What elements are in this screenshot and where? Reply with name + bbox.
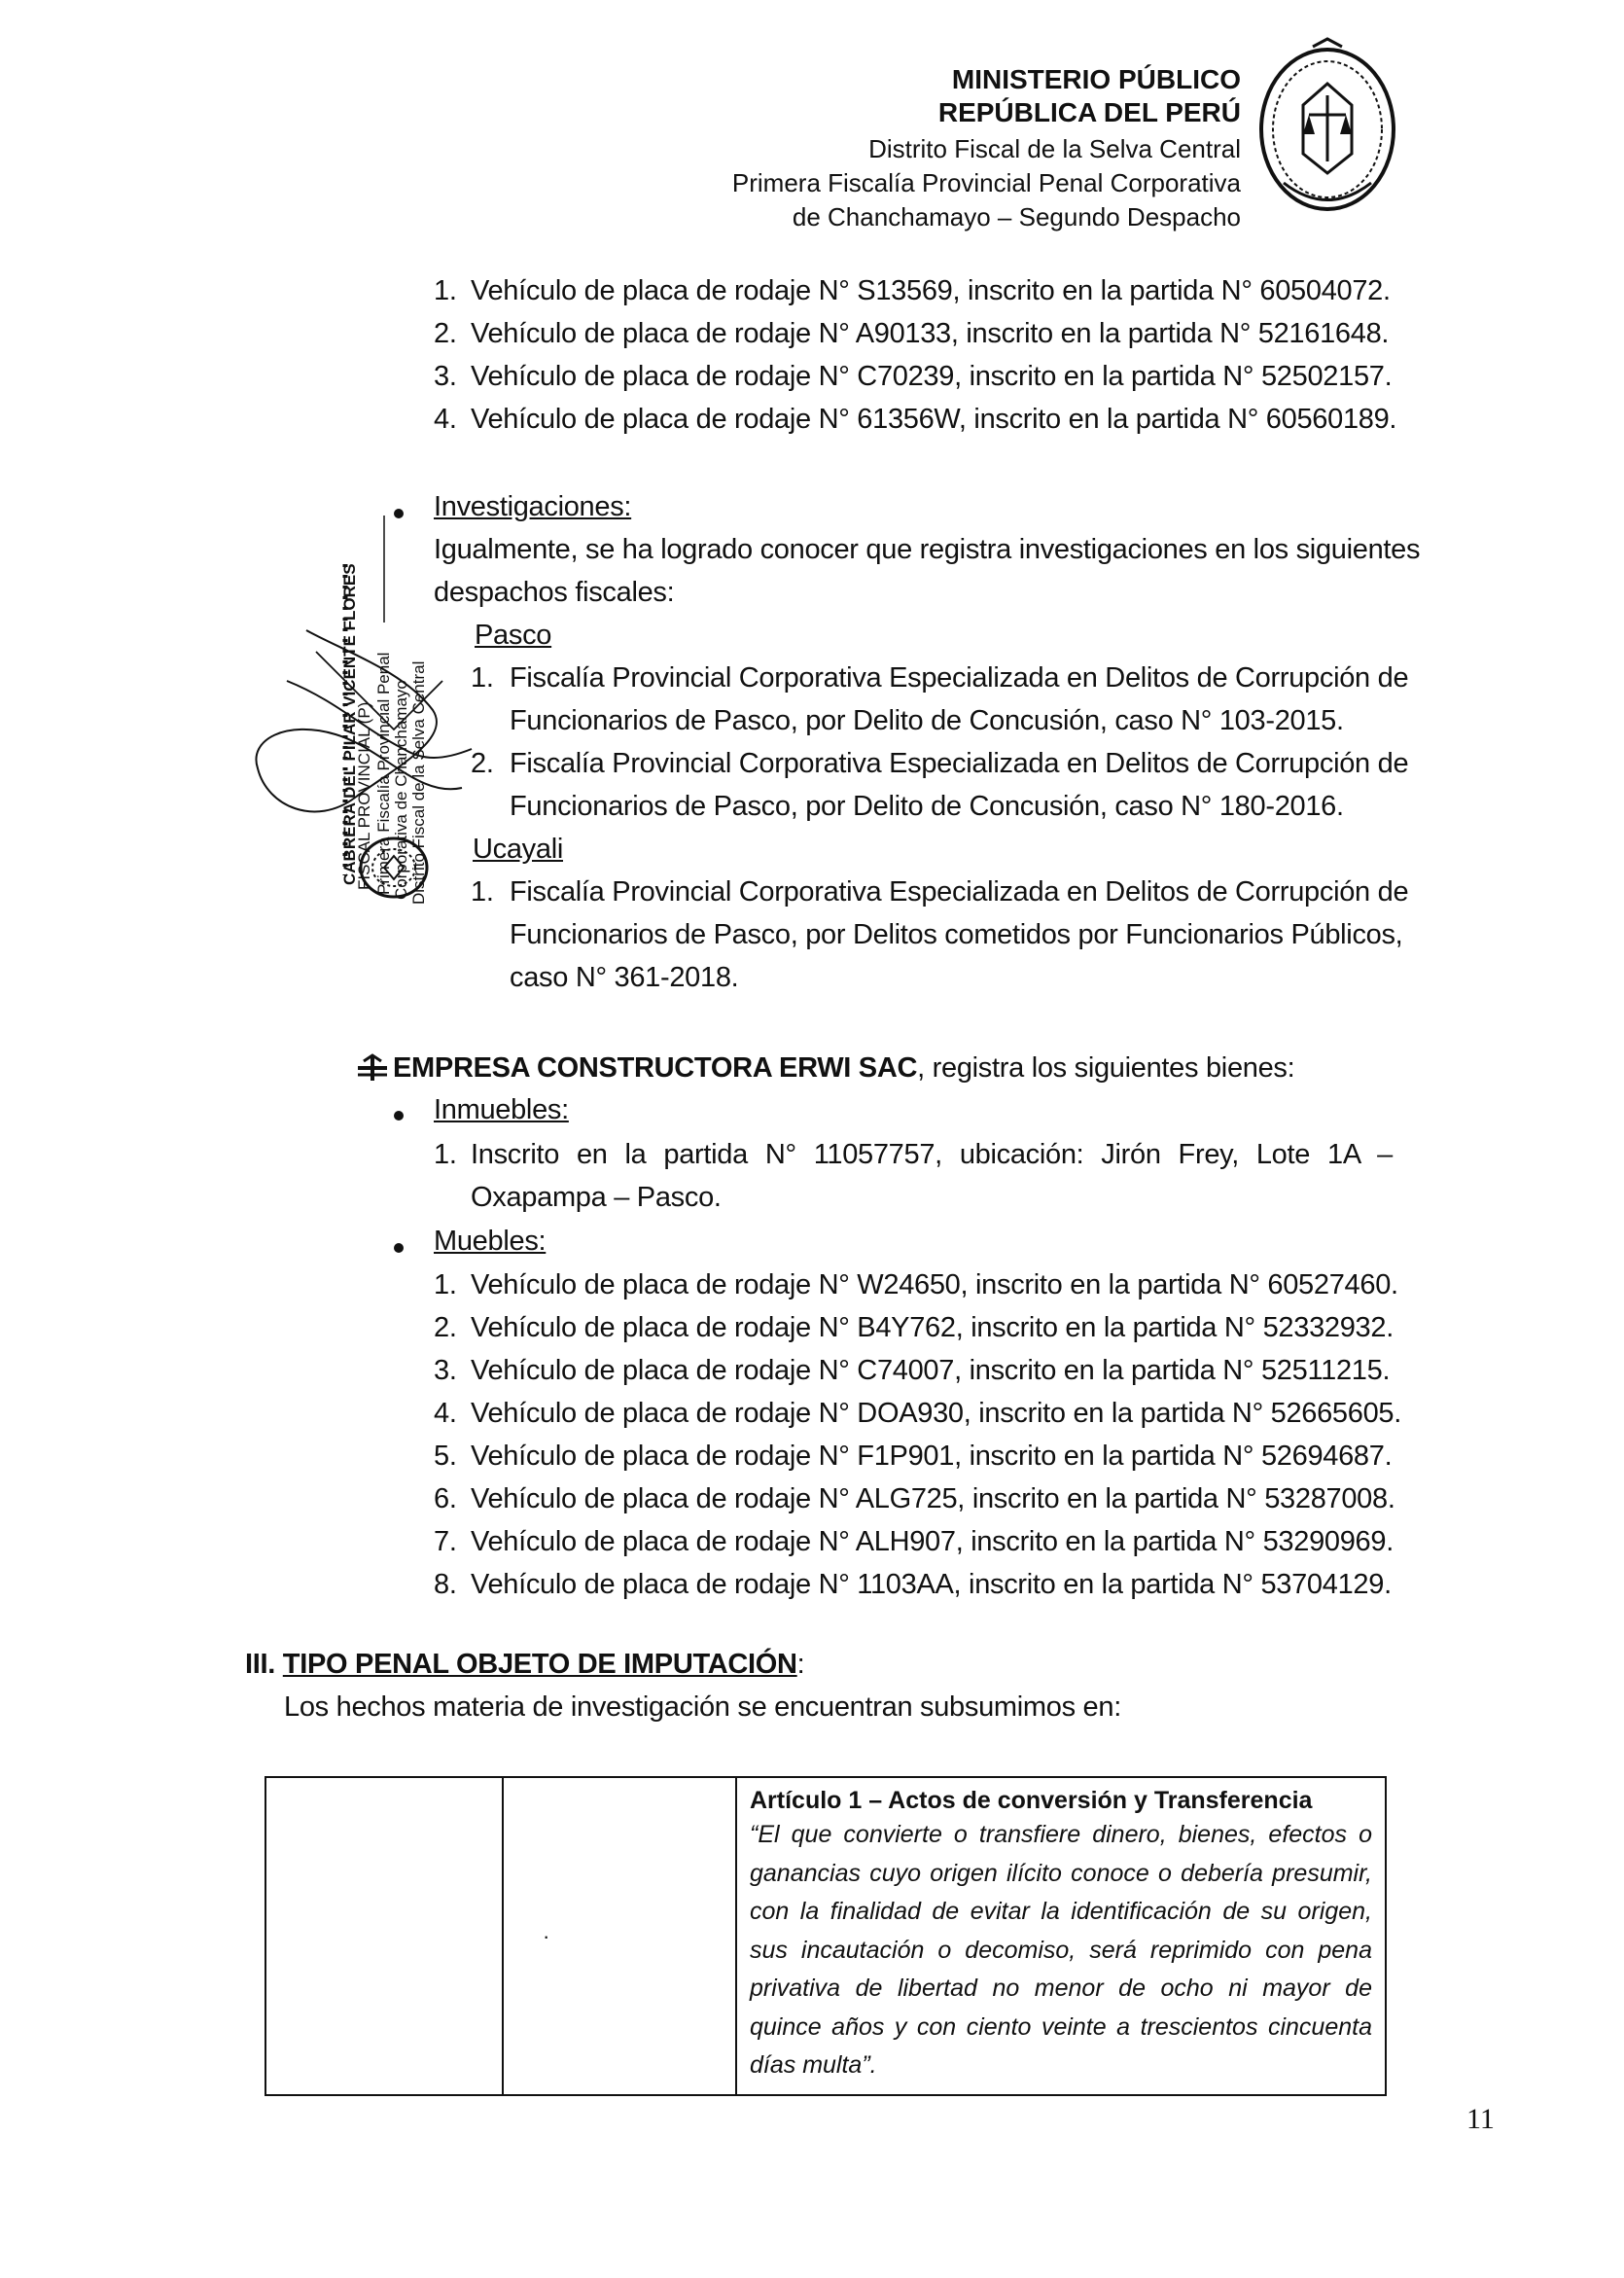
pasco-item-line1: Fiscalía Provincial Corporativa Especializada en Delitos de Corrupción de — [510, 662, 1409, 694]
article-title: Artículo 1 – Actos de conversión y Transferencia — [750, 1787, 1313, 1814]
ucayali-label: Ucayali — [473, 834, 563, 865]
table-cell-empty — [265, 1777, 503, 2095]
list-item-number: 2. — [434, 1312, 457, 1343]
ucayali-item-line2: Funcionarios de Pasco, por Delitos cometidos por Funcionarios Públicos, — [510, 919, 1403, 950]
header-despacho: de Chanchamayo – Segundo Despacho — [792, 202, 1241, 231]
ucayali-item-line3: caso N° 361-2018. — [510, 962, 739, 993]
list-item-number: 3. — [434, 361, 457, 392]
stamp-title: FISCAL PROVINCIAL (P) — [355, 701, 373, 890]
list-item-number: 2. — [434, 318, 457, 349]
inmueble-number: 1. — [434, 1139, 457, 1170]
list-item-number: 8. — [434, 1569, 457, 1600]
pasco-item-number: 1. — [471, 662, 494, 694]
list-item: Vehículo de placa de rodaje N° DOA930, inscrito en la partida N° 52665605. — [471, 1398, 1402, 1429]
list-item: Vehículo de placa de rodaje N° 61356W, inscrito en la partida N° 60560189. — [471, 404, 1397, 435]
section-number: III. — [245, 1649, 276, 1680]
list-item-number: 7. — [434, 1526, 457, 1557]
list-item: Vehículo de placa de rodaje N° B4Y762, inscrito en la partida N° 52332932. — [471, 1312, 1394, 1343]
stamp-district: Distrito Fiscal de la Selva Central — [409, 660, 428, 905]
inmuebles-heading: Inmuebles: — [434, 1094, 569, 1125]
header-distrito: Distrito Fiscal de la Selva Central — [868, 134, 1241, 163]
table-row — [265, 1777, 1386, 2095]
ucayali-item-line1: Fiscalía Provincial Corporativa Especializada en Delitos de Corrupción de — [510, 876, 1409, 908]
investigaciones-heading: Investigaciones: — [434, 491, 632, 522]
list-item-number: 5. — [434, 1441, 457, 1472]
table-cell-article — [736, 1777, 1386, 2095]
list-item-number: 3. — [434, 1355, 457, 1386]
section-heading — [245, 1648, 804, 1681]
bullet-icon — [394, 1243, 404, 1253]
list-item: Vehículo de placa de rodaje N° C70239, inscrito en la partida N° 52502157. — [471, 361, 1393, 392]
investigaciones-intro-line1: Igualmente, se ha logrado conocer que registra investigaciones en los siguientes — [434, 534, 1421, 565]
empresa-name: EMPRESA CONSTRUCTORA ERWI SAC — [393, 1052, 918, 1084]
list-item: Vehículo de placa de rodaje N° F1P901, inscrito en la partida N° 52694687. — [471, 1441, 1393, 1472]
list-item-number: 4. — [434, 404, 457, 435]
law-table — [265, 1776, 1387, 2096]
list-item-number: 1. — [434, 275, 457, 306]
page-number: 11 — [1466, 2103, 1495, 2135]
list-item: Vehículo de placa de rodaje N° A90133, inscrito en la partida N° 52161648. — [471, 318, 1390, 349]
header-ministerio: MINISTERIO PÚBLICO — [951, 64, 1241, 94]
list-item-number: 6. — [434, 1483, 457, 1514]
list-item: Vehículo de placa de rodaje N° ALH907, inscrito en la partida N° 53290969. — [471, 1526, 1394, 1557]
investigaciones-intro-line2: despachos fiscales: — [434, 577, 675, 608]
pasco-label: Pasco — [475, 620, 552, 651]
article-text: “El que convierte o transfiere dinero, bienes, efectos o ganancias cuyo origen ilícito conoce o debería presumir, con la finalidad de evitar la identificación de su origen, sus incautación o decomiso, será reprimido con pena privativa de libertad no menor de ocho ni mayor de quince años y con ciento veinte a trescientos cincuenta días multa”. — [750, 1821, 1372, 2079]
list-item: Vehículo de placa de rodaje N° W24650, inscrito en la partida N° 60527460. — [471, 1269, 1398, 1300]
pasco-item-line2: Funcionarios de Pasco, por Delito de Concusión, caso N° 180-2016. — [510, 791, 1344, 822]
pasco-item-line1: Fiscalía Provincial Corporativa Especializada en Delitos de Corrupción de — [510, 748, 1409, 779]
ucayali-item-number: 1. — [471, 876, 494, 908]
stamp-name: CABRERA DEL PILAR VICENTE FLORES — [340, 563, 359, 885]
bullet-icon — [394, 1111, 404, 1121]
empresa-line — [393, 1051, 1294, 1085]
table-mark: · — [543, 1924, 550, 1948]
checkbox-arrow-icon — [356, 1053, 389, 1083]
stamp-text-block — [248, 506, 511, 914]
stamp-office-2: Corporativa de Chanchamayo — [392, 680, 410, 900]
list-item: Vehículo de placa de rodaje N° S13569, inscrito en la partida N° 60504072. — [471, 275, 1391, 306]
stamp-office: Primera Fiscalía Provincial Penal — [374, 652, 393, 895]
section-title: TIPO PENAL OBJETO DE IMPUTACIÓN — [282, 1649, 797, 1680]
inmueble-line2: Oxapampa – Pasco. — [471, 1182, 722, 1213]
section-intro: Los hechos materia de investigación se encuentran subsumimos en: — [284, 1691, 1121, 1723]
pasco-item-line2: Funcionarios de Pasco, por Delito de Concusión, caso N° 103-2015. — [510, 705, 1344, 736]
header-republica: REPÚBLICA DEL PERÚ — [937, 97, 1241, 127]
list-item-number: 4. — [434, 1398, 457, 1429]
table-cell-mark — [503, 1777, 736, 2095]
empresa-suffix: , registra los siguientes bienes: — [917, 1052, 1295, 1084]
ministerio-seal-icon — [1254, 37, 1400, 222]
pasco-item-number: 2. — [471, 748, 494, 779]
list-item-number: 1. — [434, 1269, 457, 1300]
header-fiscalia: Primera Fiscalía Provincial Penal Corporativa — [731, 168, 1241, 197]
list-item: Vehículo de placa de rodaje N° ALG725, inscrito en la partida N° 53287008. — [471, 1483, 1395, 1514]
list-item: Vehículo de placa de rodaje N° 1103AA, inscrito en la partida N° 53704129. — [471, 1569, 1392, 1600]
inmueble-line1: Inscrito en la partida N° 11057757, ubicación: Jirón Frey, Lote 1A – — [471, 1139, 1393, 1170]
list-item: Vehículo de placa de rodaje N° C74007, inscrito en la partida N° 52511215. — [471, 1355, 1391, 1386]
fiscal-stamp — [248, 506, 511, 914]
section-colon: : — [796, 1649, 805, 1680]
muebles-heading: Muebles: — [434, 1226, 547, 1257]
